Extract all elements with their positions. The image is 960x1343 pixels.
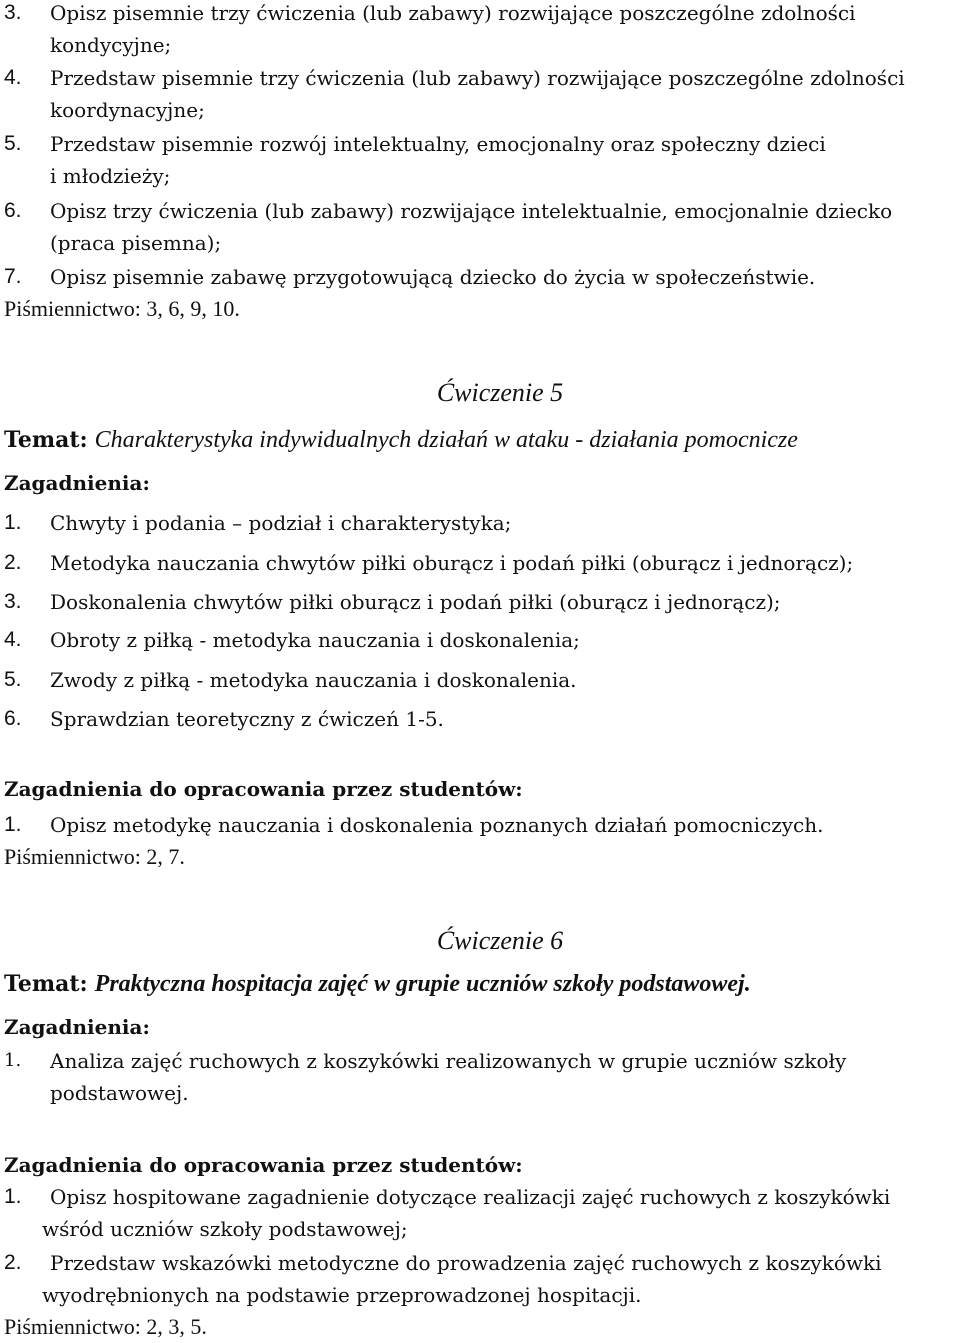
exercise-topic — [4, 426, 798, 455]
literature-reference: Piśmiennictwo: 2, 7. — [4, 844, 185, 869]
list-item-text: podstawowej. — [50, 1081, 189, 1105]
list-item-text: Analiza zajęć ruchowych z koszykówki realizowanych w grupie uczniów szkoły — [50, 1049, 847, 1073]
list-item-text: Opisz metodykę nauczania i doskonalenia poznanych działań pomocniczych. — [50, 813, 824, 837]
list-number: 1. — [4, 1050, 22, 1071]
list-item-text: Opisz hospitowane zagadnienie dotyczące realizacji zajęć ruchowych z koszykówki — [50, 1185, 891, 1209]
exercise-heading: Ćwiczenie 6 — [436, 926, 564, 955]
list-item-text: (praca pisemna); — [50, 231, 222, 255]
literature-reference: Piśmiennictwo: 2, 3, 5. — [4, 1314, 207, 1339]
list-number: 4. — [4, 628, 22, 651]
list-number: 7. — [4, 265, 22, 288]
list-number: 6. — [4, 199, 22, 222]
list-item-text: Opisz pisemnie zabawę przygotowującą dziecko do życia w społeczeństwie. — [50, 265, 816, 289]
issues-label: Zagadnienia: — [4, 1015, 150, 1039]
topic-text: Charakterystyka indywidualnych działań w ataku - działania pomocnicze — [94, 427, 798, 453]
list-number: 6. — [4, 707, 22, 730]
list-item-text: Chwyty i podania – podział i charakterystyka; — [50, 511, 512, 535]
issues-label: Zagadnienia: — [4, 471, 150, 495]
list-item-text: wśród uczniów szkoły podstawowej; — [42, 1217, 408, 1241]
list-item-text: Zwody z piłką - metodyka nauczania i doskonalenia. — [50, 668, 577, 692]
list-number: 3. — [4, 1, 22, 24]
exercise-topic — [4, 970, 751, 999]
students-issues-label: Zagadnienia do opracowania przez studentów: — [4, 1153, 523, 1177]
list-number: 2. — [4, 1251, 22, 1274]
literature-reference: Piśmiennictwo: 3, 6, 9, 10. — [4, 296, 240, 321]
list-item-text: koordynacyjne; — [50, 98, 205, 122]
list-number: 2. — [4, 551, 22, 574]
list-item-text: Przedstaw pisemnie rozwój intelektualny, emocjonalny oraz społeczny dzieci — [50, 132, 826, 156]
topic-label: Temat: — [4, 971, 88, 997]
list-number: 1. — [4, 1185, 22, 1208]
list-item-text: Opisz trzy ćwiczenia (lub zabawy) rozwijające intelektualnie, emocjonalnie dziecko — [50, 199, 893, 223]
list-item-text: Metodyka nauczania chwytów piłki oburącz i podań piłki (oburącz i jednorącz); — [50, 551, 854, 575]
list-item-text: Przedstaw wskazówki metodyczne do prowadzenia zajęć ruchowych z koszykówki — [50, 1251, 882, 1275]
list-item-text: Sprawdzian teoretyczny z ćwiczeń 1-5. — [50, 707, 444, 731]
list-item-text: i młodzieży; — [50, 164, 171, 188]
topic-label: Temat: — [4, 427, 88, 453]
students-issues-label: Zagadnienia do opracowania przez studentów: — [4, 777, 523, 801]
list-number: 5. — [4, 132, 22, 155]
topic-text: Praktyczna hospitacja zajęć w grupie uczniów szkoły podstawowej. — [94, 971, 751, 997]
list-number: 5. — [4, 668, 22, 691]
list-number: 3. — [4, 590, 22, 613]
list-item-text: kondycyjne; — [50, 33, 172, 57]
list-number: 4. — [4, 66, 22, 89]
list-item-text: Doskonalenia chwytów piłki oburącz i podań piłki (oburącz i jednorącz); — [50, 590, 781, 614]
list-number: 1. — [4, 813, 22, 836]
exercise-heading: Ćwiczenie 5 — [436, 378, 564, 407]
list-item-text: wyodrębnionych na podstawie przeprowadzonej hospitacji. — [42, 1283, 642, 1307]
list-item-text: Przedstaw pisemnie trzy ćwiczenia (lub zabawy) rozwijające poszczególne zdolności — [50, 66, 905, 90]
list-item-text: Opisz pisemnie trzy ćwiczenia (lub zabawy) rozwijające poszczególne zdolności — [50, 1, 856, 25]
list-number: 1. — [4, 511, 22, 534]
list-item-text: Obroty z piłką - metodyka nauczania i doskonalenia; — [50, 628, 580, 652]
